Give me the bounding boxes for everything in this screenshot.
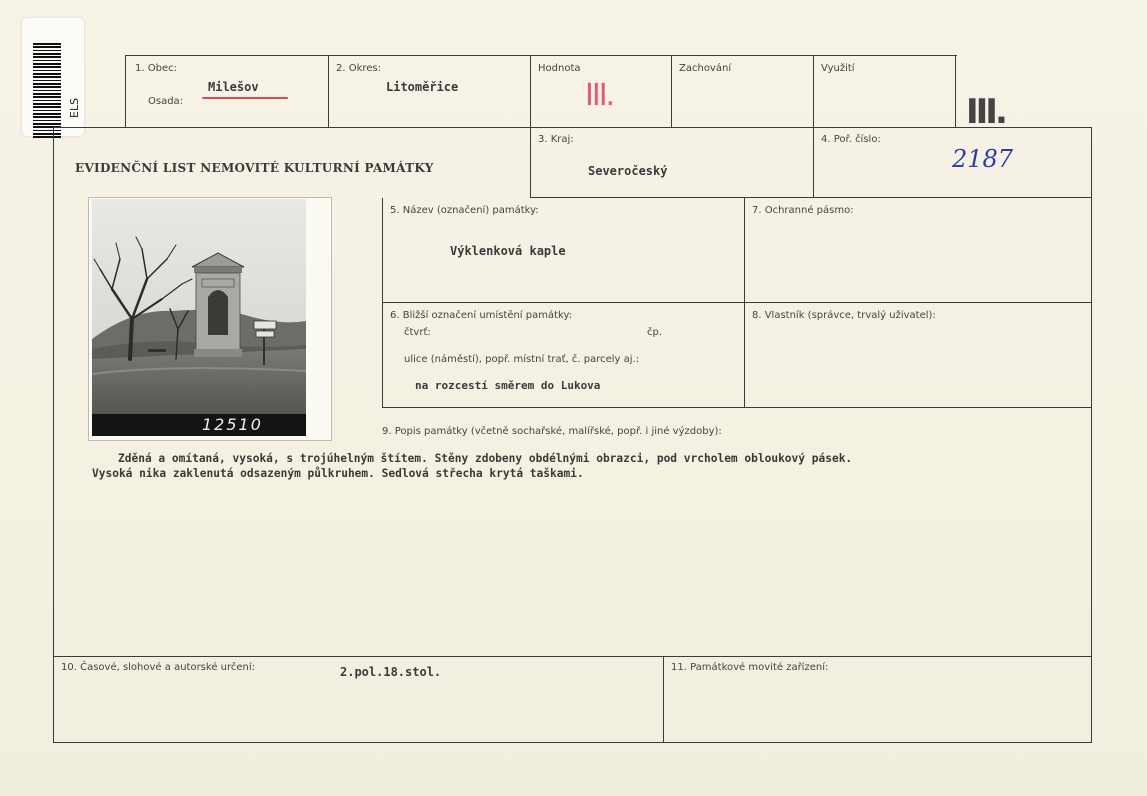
- photo-number: 12510: [202, 415, 263, 434]
- por-cislo-label: 4. Poř. číslo:: [821, 134, 881, 145]
- casove-urceni-value: 2.pol.18.stol.: [340, 665, 442, 679]
- okres-label: 2. Okres:: [336, 63, 382, 74]
- monument-photo: [92, 199, 306, 436]
- nazev-label: 5. Název (označení) památky:: [390, 205, 539, 216]
- red-underline: [202, 97, 288, 99]
- cp-label: čp.: [647, 327, 663, 338]
- barcode-icon: [33, 42, 61, 138]
- por-cislo-value: 2187: [952, 145, 1014, 173]
- popis-line-2: Vysoká nika zaklenutá odsazeným půlkruhem. Sedlová střecha krytá taškami.: [92, 467, 584, 480]
- blizsi-oznaceni-label: 6. Bližší označení umístění památky:: [390, 310, 573, 321]
- margin-mark: III.: [966, 92, 1005, 132]
- hodnota-label: Hodnota: [538, 63, 581, 74]
- movite-zarizeni-label: 11. Památkové movité zařízení:: [671, 662, 829, 673]
- form-title: EVIDENČNÍ LIST NEMOVITÉ KULTURNÍ PAMÁTKY: [75, 161, 434, 175]
- kraj-value: Severočeský: [588, 164, 668, 178]
- library-stamp: [22, 18, 84, 136]
- hodnota-value: III.: [585, 78, 614, 113]
- ulice-value: na rozcestí směrem do Lukova: [415, 379, 601, 392]
- obec-value: Milešov: [208, 80, 259, 94]
- obec-label: 1. Obec:: [135, 63, 177, 74]
- zachovani-label: Zachování: [679, 63, 732, 74]
- vyuziti-label: Využití: [821, 63, 855, 74]
- casove-urceni-label: 10. Časové, slohové a autorské určení:: [61, 662, 256, 673]
- osada-label: Osada:: [148, 96, 184, 107]
- ochranne-pasmo-label: 7. Ochranné pásmo:: [752, 205, 854, 216]
- stamp-text: ELS: [68, 97, 81, 118]
- popis-label: 9. Popis památky (včetně sochařské, malířské, popř. i jiné výzdoby):: [382, 426, 722, 437]
- vlastnik-label: 8. Vlastník (správce, trvalý uživatel):: [752, 310, 936, 321]
- photo-number-strip: [92, 414, 306, 436]
- popis-line-1: Zděná a omítaná, vysoká, s trojúhelným štítem. Stěny zdobeny obdélnými obrazci, pod vrcholem obloukový pásek.: [118, 452, 853, 465]
- ctvrt-label: čtvrť:: [404, 327, 431, 338]
- nazev-value: Výklenková kaple: [450, 244, 566, 258]
- ulice-label: ulice (náměstí), popř. místní trať, č. parcely aj.:: [404, 354, 640, 365]
- kraj-label: 3. Kraj:: [538, 134, 574, 145]
- okres-value: Litoměřice: [386, 80, 459, 94]
